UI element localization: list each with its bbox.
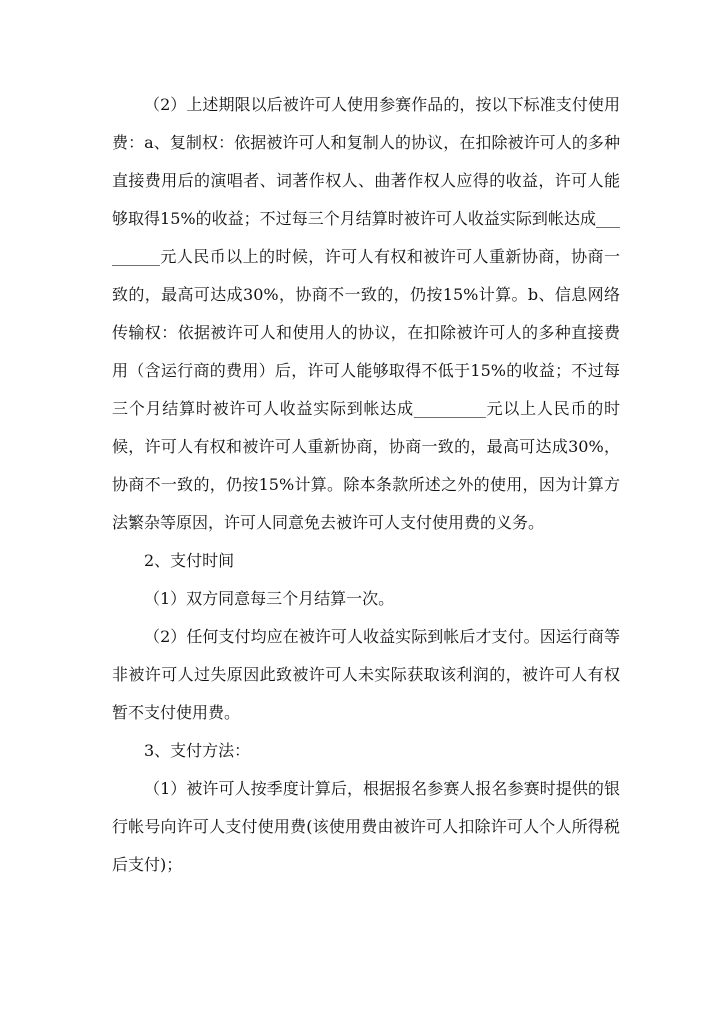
paragraph-settlement-cycle: （1）双方同意每三个月结算一次。 <box>144 589 395 608</box>
heading-payment-time: 2、支付时间 <box>144 551 235 570</box>
document-page <box>112 86 620 884</box>
heading-payment-method: 3、支付方法： <box>144 741 251 760</box>
paragraph-fee-standard: （2）上述期限以后被许可人使用参赛作品的，按以下标准支付使用费：a、复制权：依据被许可人和复制人的协议，在扣除被许可人的多种直接费用后的演唱者、词著作权人、曲著作权人应得的收益，许可人能够取得15%的收益；不过每三个月结算时被许可人收益实际到帐达成_________元人民币以上的时候，许可人有权和被许可人重新协商，协商一致的，最高可达成30%，协商不一致的，仍按15%计算。b、信息网络传输权：依据被许可人和使用人的协议，在扣除被许可人的多种直接费用（含运行商的费用）后，许可人能够取得不低于15%的收益；不过每三个月结算时被许可人收益实际到帐达成_________元以上人民币的时候，许可人有权和被许可人重新协商，协商一致的，最高可达成30%，协商不一致的，仍按15%计算。除本条款所述之外的使用，因为计算方法繁杂等原因，许可人同意免去被许可人支付使用费的义务。 <box>112 95 620 532</box>
paragraph-payment-condition: （2）任何支付均应在被许可人收益实际到帐后才支付。因运行商等非被许可人过失原因此致被许可人未实际获取该利润的，被许可人有权暂不支付使用费。 <box>112 627 620 722</box>
paragraph-payment-procedure: （1）被许可人按季度计算后，根据报名参赛人报名参赛时提供的银行帐号向许可人支付使用费(该使用费由被许可人扣除许可人个人所得税后支付)； <box>112 779 620 874</box>
